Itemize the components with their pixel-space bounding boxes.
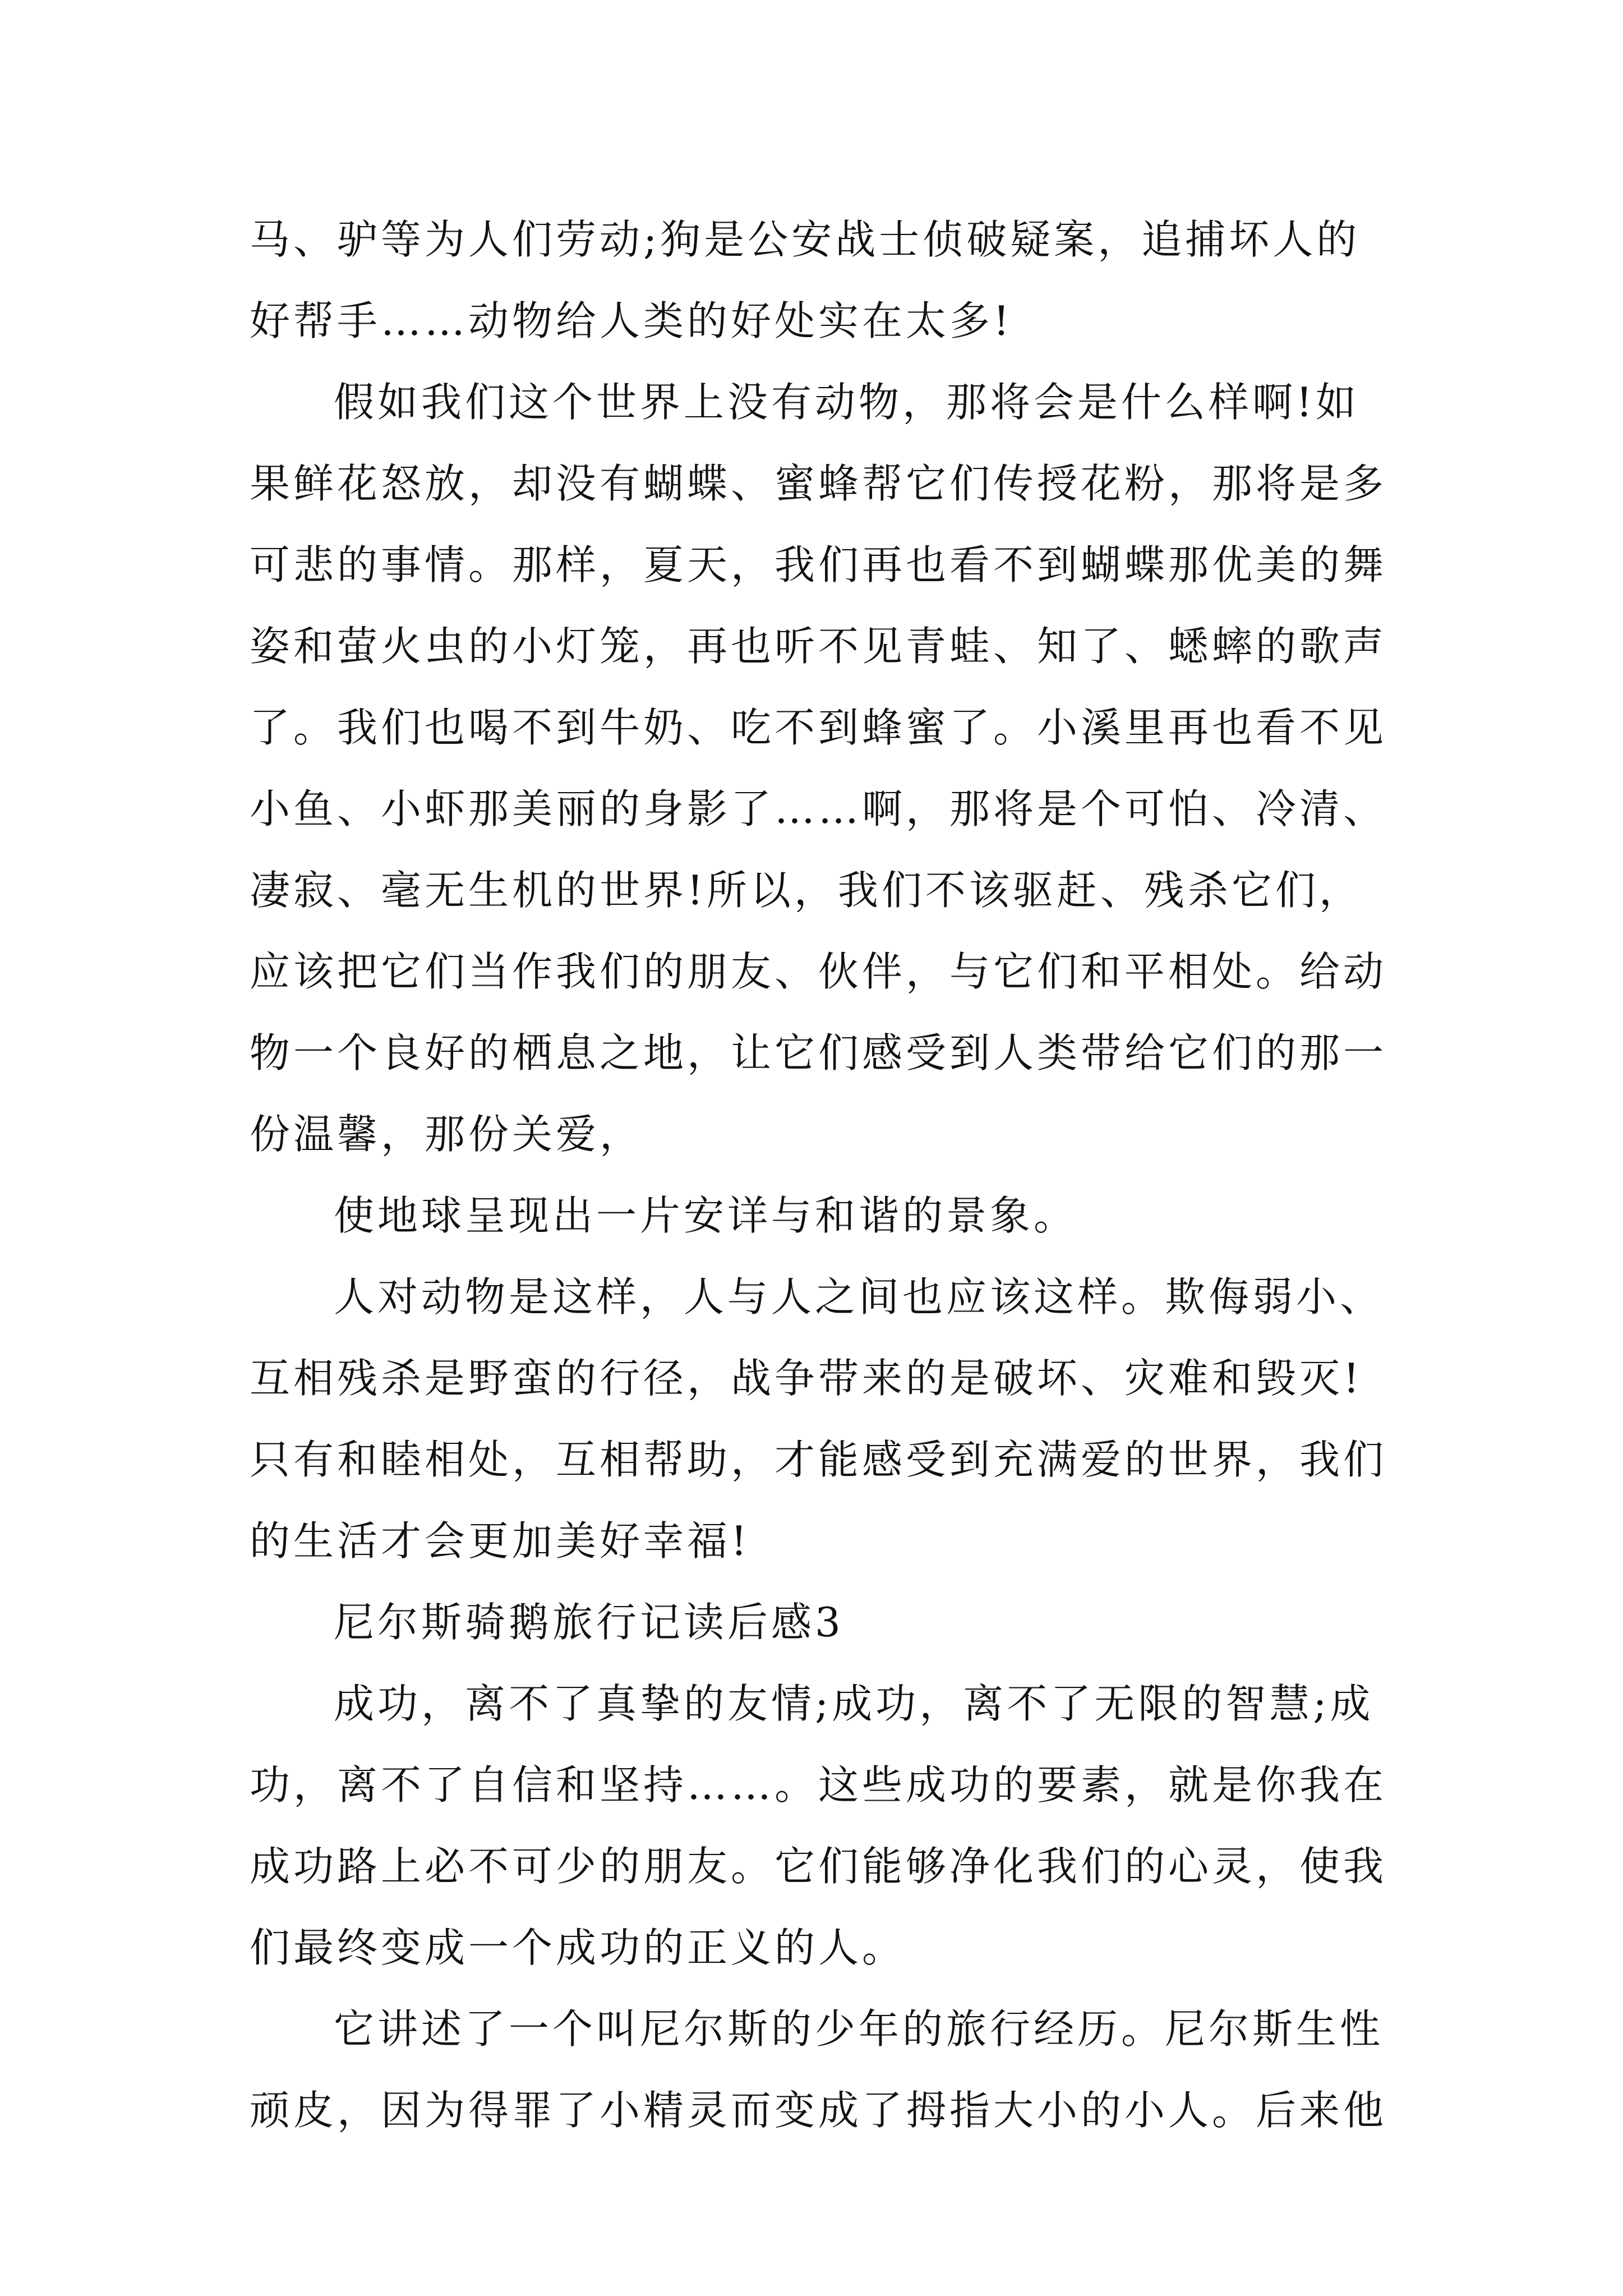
text-line-24: 顽皮，因为得罪了小精灵而变成了拇指大小的小人。后来他	[250, 2087, 1387, 2134]
text-line-13: 使地球呈现出一片安详与和谐的景象。	[334, 1192, 1078, 1239]
document-page	[250, 199, 1394, 2151]
text-line-23: 它讲述了一个叫尼尔斯的少年的旅行经历。尼尔斯生性	[334, 2005, 1384, 2053]
text-line-19: 成功，离不了真挚的友情;成功，离不了无限的智慧;成	[334, 1680, 1374, 1727]
text-line-14: 人对动物是这样，人与人之间也应该这样。欺侮弱小、	[334, 1273, 1384, 1320]
text-line-15: 互相残杀是野蛮的行径，战争带来的是破坏、灾难和毁灭!	[250, 1355, 1363, 1402]
text-line-3: 假如我们这个世界上没有动物，那将会是什么样啊!如	[334, 379, 1359, 426]
text-line-6: 姿和萤火虫的小灯笼，再也听不见青蛙、知了、蟋蟀的歌声	[250, 623, 1387, 670]
text-line-1: 马、驴等为人们劳动;狗是公安战士侦破疑案，追捕坏人的	[250, 216, 1361, 263]
text-line-7: 了。我们也喝不到牛奶、吃不到蜂蜜了。小溪里再也看不见	[250, 704, 1387, 751]
text-line-16: 只有和睦相处，互相帮助，才能感受到充满爱的世界，我们	[250, 1436, 1387, 1483]
text-line-10: 应该把它们当作我们的朋友、伙伴，与它们和平相处。给动	[250, 948, 1387, 995]
section-heading: 尼尔斯骑鹅旅行记读后感3	[334, 1599, 844, 1646]
text-line-21: 成功路上必不可少的朋友。它们能够净化我们的心灵，使我	[250, 1843, 1387, 1890]
text-line-17: 的生活才会更加美好幸福!	[250, 1517, 750, 1565]
text-line-2: 好帮手……动物给人类的好处实在太多!	[250, 297, 1013, 344]
text-line-22: 们最终变成一个成功的正义的人。	[250, 1924, 906, 1971]
text-line-8: 小鱼、小虾那美丽的身影了……啊，那将是个可怕、冷清、	[250, 785, 1387, 832]
text-line-4: 果鲜花怒放，却没有蝴蝶、蜜蜂帮它们传授花粉，那将是多	[250, 460, 1387, 507]
text-line-11: 物一个良好的栖息之地，让它们感受到人类带给它们的那一	[250, 1029, 1387, 1076]
text-line-9: 凄寂、毫无生机的世界!所以，我们不该驱赶、残杀它们，	[250, 867, 1363, 914]
text-line-20: 功，离不了自信和坚持……。这些成功的要素，就是你我在	[250, 1761, 1387, 1809]
text-line-12: 份温馨，那份关爱，	[250, 1111, 644, 1158]
text-line-5: 可悲的事情。那样，夏天，我们再也看不到蝴蝶那优美的舞	[250, 541, 1387, 588]
